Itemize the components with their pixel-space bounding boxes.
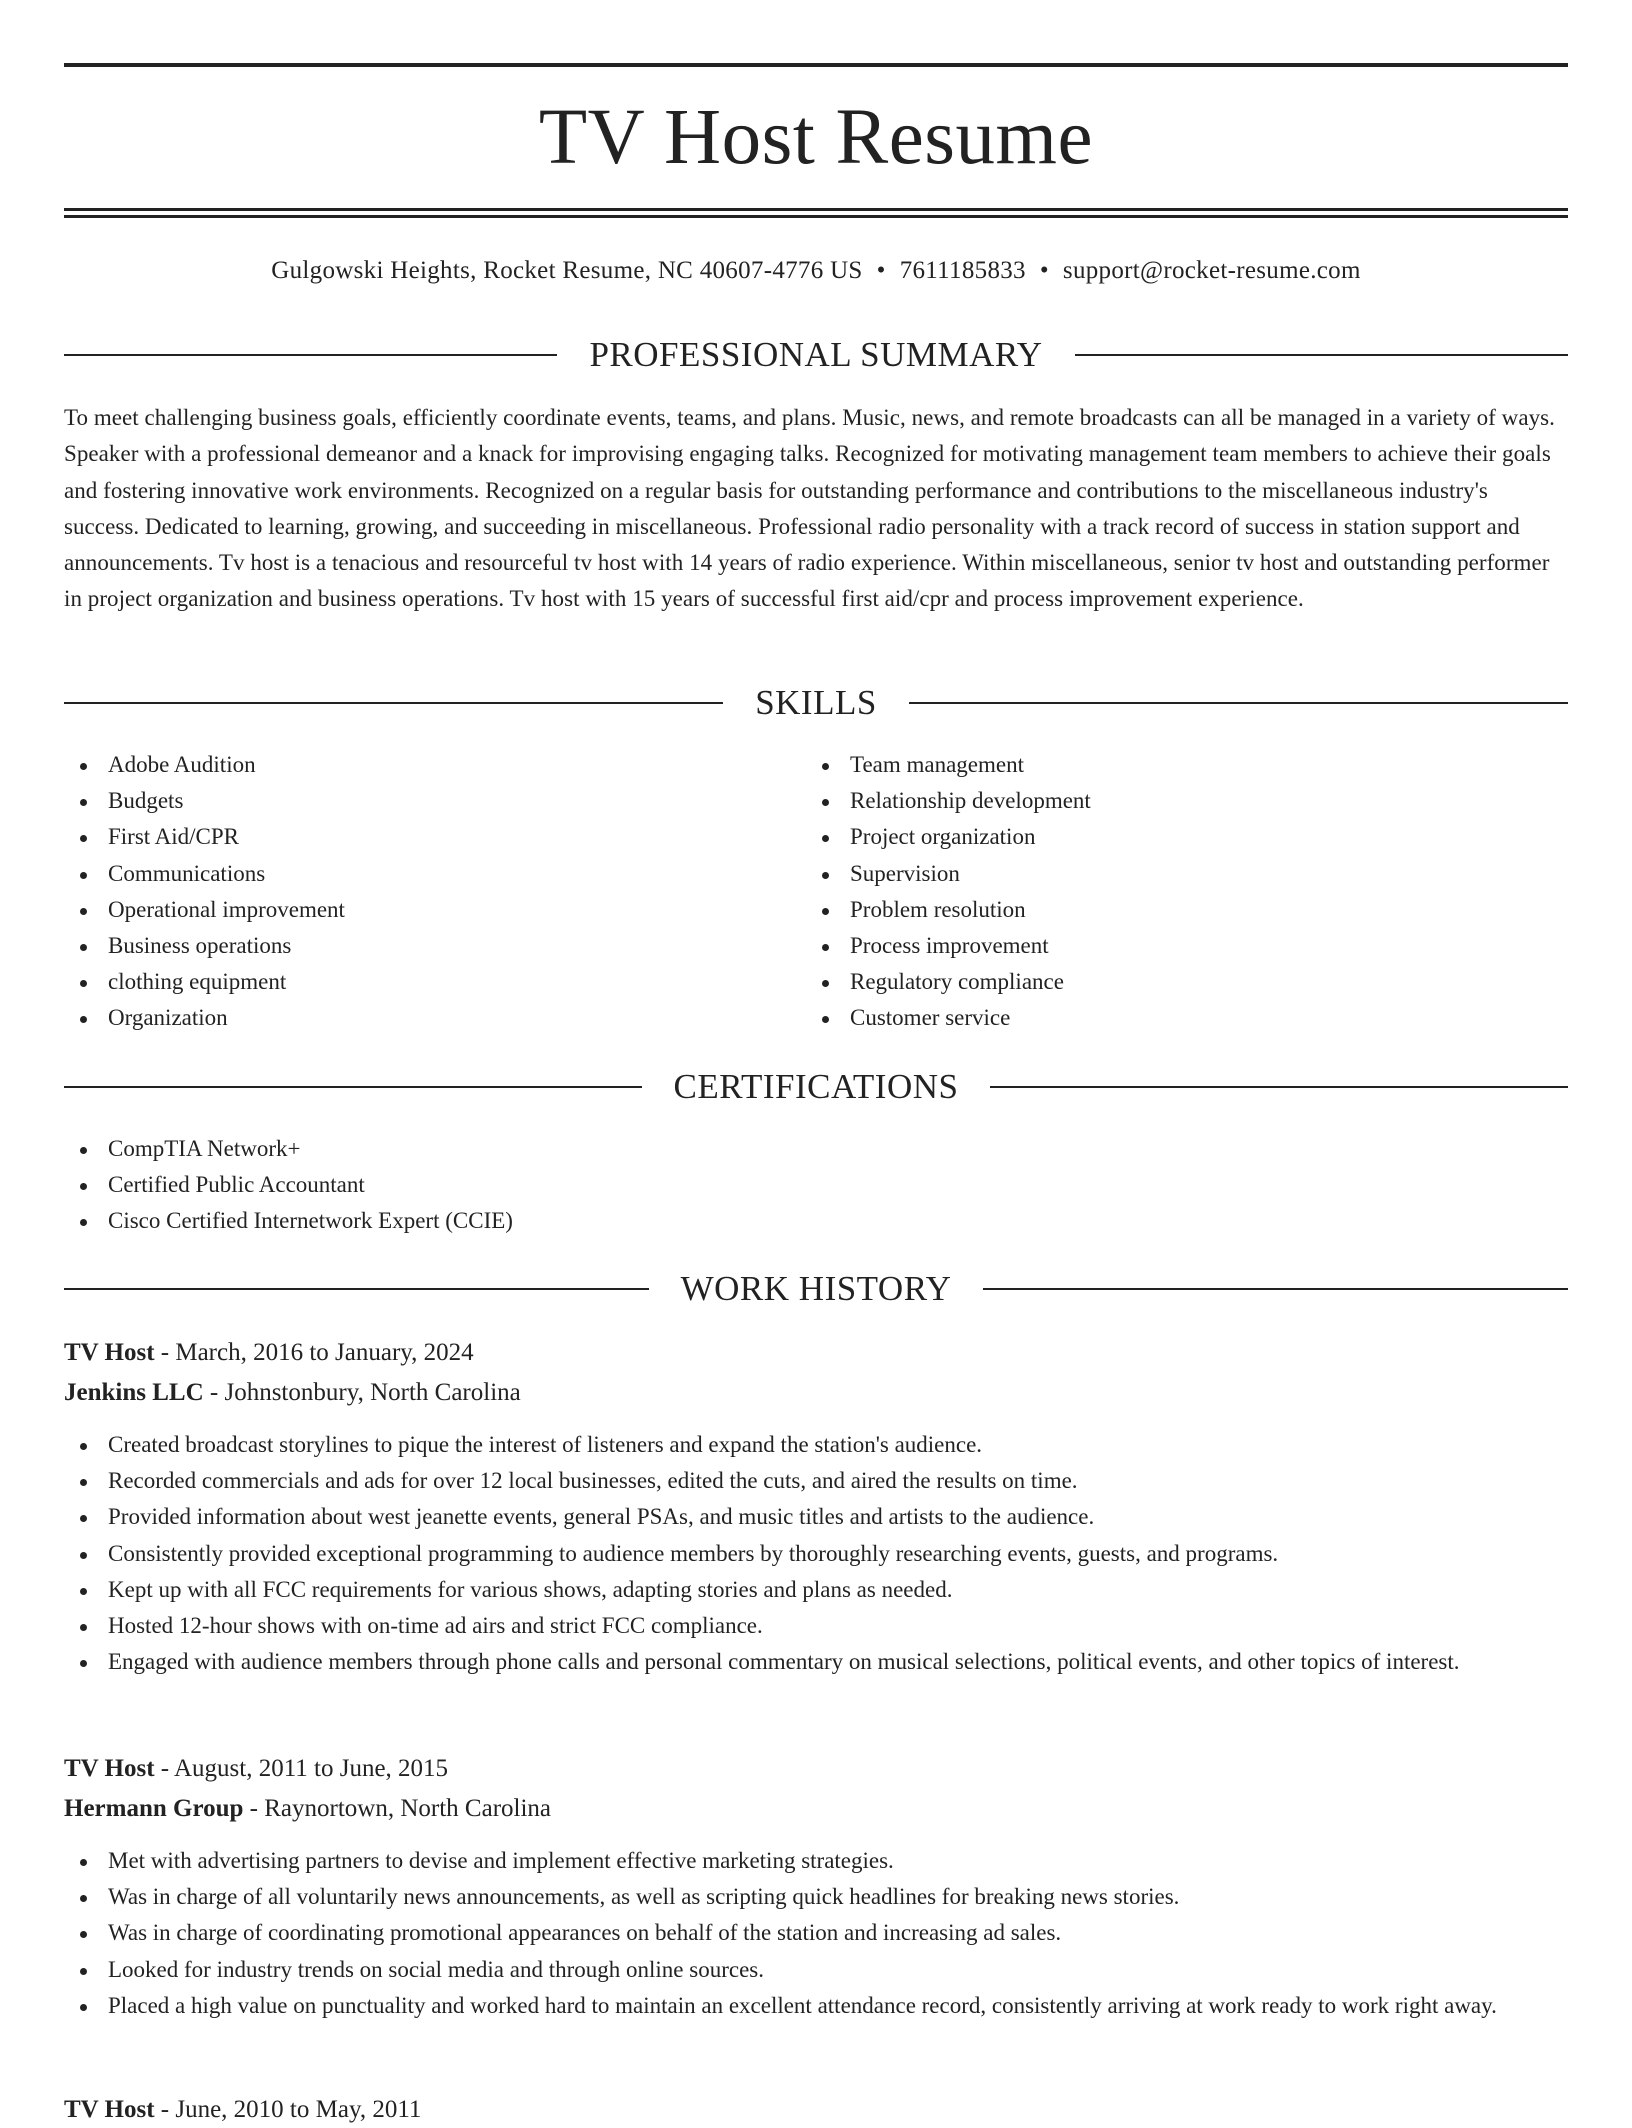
job-bullet: Engaged with audience members through phone calls and personal commentary on musical selections, political events, and other topics of interest. — [64, 1644, 1568, 1680]
title-rule-upper — [64, 208, 1568, 211]
skill-item: First Aid/CPR — [64, 819, 804, 855]
job-location: - Johnstonbury, North Carolina — [203, 1379, 521, 1406]
skills-heading — [64, 681, 1568, 725]
job-company: Hermann Group — [64, 1795, 244, 1822]
certifications-heading — [64, 1065, 1568, 1109]
certification-item: Cisco Certified Internetwork Expert (CCIE) — [64, 1203, 1568, 1239]
job-bullet: Provided information about west jeanette events, general PSAs, and music titles and artists to the audience. — [64, 1499, 1568, 1535]
certification-item: CompTIA Network+ — [64, 1131, 1568, 1167]
job-location: - Raynortown, North Carolina — [243, 1795, 552, 1822]
summary-heading-label: PROFESSIONAL SUMMARY — [589, 335, 1043, 374]
job-company: Jenkins LLC — [64, 1379, 204, 1406]
heading-rule-left — [64, 1288, 649, 1290]
skill-item: Problem resolution — [806, 892, 1566, 928]
certifications-heading-label: CERTIFICATIONS — [673, 1067, 959, 1106]
skill-item: Supervision — [806, 856, 1566, 892]
heading-rule-right — [1075, 354, 1568, 356]
skill-item: Team management — [806, 747, 1566, 783]
job-title: TV Host — [64, 2096, 155, 2123]
job-bullet: Was in charge of all voluntarily news announcements, as well as scripting quick headlines for breaking news stories. — [64, 1879, 1568, 1915]
job-bullet: Kept up with all FCC requirements for various shows, adapting stories and plans as needed. — [64, 1572, 1568, 1608]
job-title-line — [64, 2092, 1568, 2128]
skill-item: Customer service — [806, 1000, 1566, 1036]
heading-rule-right — [909, 702, 1568, 704]
job-bullet: Met with advertising partners to devise and implement effective marketing strategies. — [64, 1843, 1568, 1879]
heading-rule-left — [64, 702, 723, 704]
job-company-line — [64, 1375, 1568, 1411]
certifications-list — [64, 1131, 1568, 1240]
job-bullet: Looked for industry trends on social media and through online sources. — [64, 1952, 1568, 1988]
job-title-line — [64, 1335, 1568, 1371]
contact-email: support@rocket-resume.com — [1062, 257, 1361, 284]
job-title-line — [64, 1751, 1568, 1787]
job-bullet: Created broadcast storylines to pique the interest of listeners and expand the station's audience. — [64, 1427, 1568, 1463]
job-title: TV Host — [64, 1339, 155, 1366]
skill-item: Operational improvement — [64, 892, 804, 928]
contact-phone: 7611185833 — [899, 257, 1026, 284]
skills-list-left — [64, 747, 804, 1037]
job-dates: - June, 2010 to May, 2011 — [154, 2096, 422, 2123]
skill-item: Project organization — [806, 819, 1566, 855]
skill-item: Organization — [64, 1000, 804, 1036]
skill-item: clothing equipment — [64, 964, 804, 1000]
summary-heading — [64, 333, 1568, 377]
skill-item: Regulatory compliance — [806, 964, 1566, 1000]
heading-rule-left — [64, 354, 557, 356]
job-bullet: Recorded commercials and ads for over 12 local businesses, edited the cuts, and aired the results on time. — [64, 1463, 1568, 1499]
job-title: TV Host — [64, 1755, 155, 1782]
contact-separator: • — [1039, 257, 1049, 284]
work-history-heading — [64, 1267, 1568, 1311]
summary-text: To meet challenging business goals, efficiently coordinate events, teams, and plans. Music, news, and remote broadcasts can all be managed in a variety of ways. Speaker with a professional demeanor and a knack for improvising engaging talks. Recognized for motivating management team members to achieve their goals and fostering innovative work environments. Recognized on a regular basis for outstanding performance and contributions to the miscellaneous industry's success. Dedicated to learning, growing, and succeeding in miscellaneous. Professional radio personality with a track record of success in station support and announcements. Tv host is a tenacious and resourceful tv host with 14 years of radio experience. Within miscellaneous, senior tv host and outstanding performer in project organization and business operations. Tv host with 15 years of successful first aid/cpr and process improvement experience. — [64, 405, 1555, 612]
job-bullet: Hosted 12-hour shows with on-time ad airs and strict FCC compliance. — [64, 1608, 1568, 1644]
top-rule — [64, 63, 1568, 67]
contact-address: Gulgowski Heights, Rocket Resume, NC 40607-4776 US — [271, 257, 863, 284]
job-bullets — [64, 1843, 1568, 2024]
contact-separator: • — [876, 257, 886, 284]
job-dates: - August, 2011 to June, 2015 — [154, 1755, 449, 1782]
job-bullets — [64, 1427, 1568, 1680]
skill-item: Business operations — [64, 928, 804, 964]
heading-rule-right — [983, 1288, 1568, 1290]
job-bullet: Placed a high value on punctuality and worked hard to maintain an excellent attendance record, consistently arriving at work ready to work right away. — [64, 1988, 1568, 2024]
skills-list-right — [806, 747, 1566, 1037]
skill-item: Communications — [64, 856, 804, 892]
skills-heading-label: SKILLS — [755, 683, 877, 722]
job-bullet: Was in charge of coordinating promotional appearances on behalf of the station and increasing ad sales. — [64, 1915, 1568, 1951]
heading-rule-right — [990, 1086, 1568, 1088]
job-dates: - March, 2016 to January, 2024 — [154, 1339, 474, 1366]
page-title: TV Host Resume — [538, 94, 1094, 181]
skill-item: Budgets — [64, 783, 804, 819]
title-rule-lower — [64, 215, 1568, 218]
certification-item: Certified Public Accountant — [64, 1167, 1568, 1203]
job-bullet: Consistently provided exceptional programming to audience members by thoroughly researching events, guests, and programs. — [64, 1536, 1568, 1572]
heading-rule-left — [64, 1086, 642, 1088]
skill-item: Adobe Audition — [64, 747, 804, 783]
skill-item: Relationship development — [806, 783, 1566, 819]
work-history-heading-label: WORK HISTORY — [680, 1269, 952, 1308]
contact-line — [64, 253, 1568, 289]
job-company-line — [64, 1791, 1568, 1827]
skill-item: Process improvement — [806, 928, 1566, 964]
